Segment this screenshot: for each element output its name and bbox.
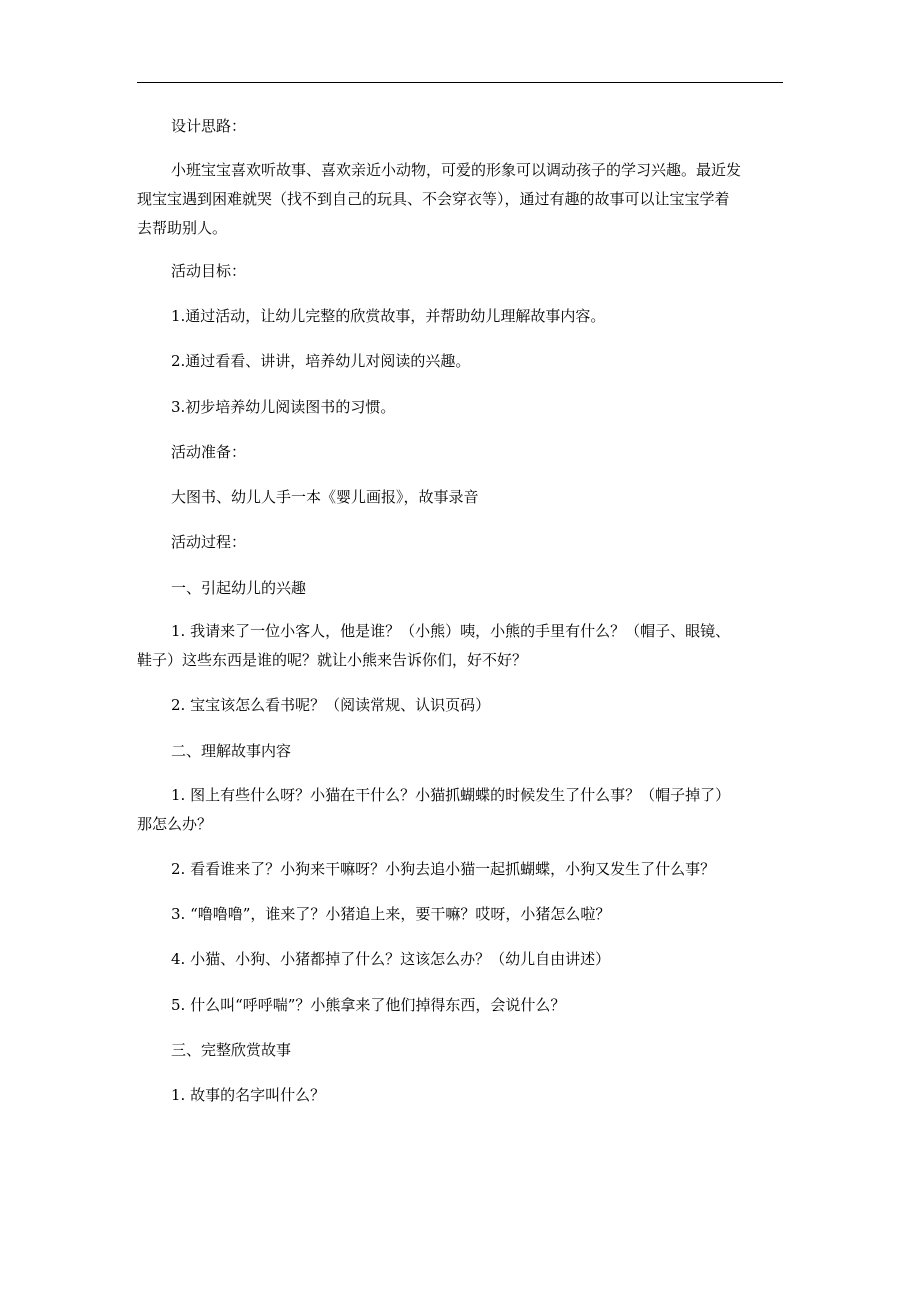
paragraph-line: 大图书、幼儿人手一本《婴儿画报》，故事录音 [171,488,479,506]
header-rule [137,82,783,83]
section-heading-goals: 活动目标： [171,262,247,280]
list-item: 鞋子）这些东西是谁的呢？就让小熊来告诉你们，好不好？ [137,651,528,669]
list-item: 4. 小猫、小狗、小猪都掉了什么？这该怎么办？（幼儿自由讲述） [171,950,611,968]
list-item: 2. 宝宝该怎么看书呢？（阅读常规、认识页码） [171,696,491,714]
paragraph-line: 现宝宝遇到困难就哭（找不到自己的玩具、不会穿衣等），通过有趣的故事可以让宝宝学着 [137,190,730,208]
section-heading-preparation: 活动准备： [171,443,247,461]
list-item: 1. 图上有些什么呀？小猫在干什么？小猫抓蝴蝶的时候发生了什么事？（帽子掉了） [171,786,731,804]
list-item: 5. 什么叫“呼呼喘”？小熊拿来了他们掉得东西，会说什么？ [171,996,566,1014]
paragraph-line: 小班宝宝喜欢听故事、喜欢亲近小动物，可爱的形象可以调动孩子的学习兴趣。最近发 [171,161,742,179]
section-heading-process: 活动过程： [171,533,247,551]
list-item: 1. 故事的名字叫什么？ [171,1086,326,1104]
subsection-heading: 一、引起幼儿的兴趣 [171,579,307,597]
list-item: 3. “噜噜噜”，谁来了？小猪追上来，要干嘛？哎呀，小猪怎么啦？ [171,905,611,923]
list-item: 1. 我请来了一位小客人，他是谁？（小熊）咦，小熊的手里有什么？（帽子、眼镜、 [171,622,731,640]
list-item: 那怎么办？ [137,815,213,833]
subsection-heading: 二、理解故事内容 [171,742,292,760]
list-item: 2.通过看看、讲讲，培养幼儿对阅读的兴趣。 [171,352,471,370]
paragraph-line: 去帮助别人。 [137,219,228,237]
section-heading-design: 设计思路： [171,117,247,135]
list-item: 3.初步培养幼儿阅读图书的习惯。 [171,398,396,416]
subsection-heading: 三、完整欣赏故事 [171,1041,292,1059]
list-item: 2. 看看谁来了？小狗来干嘛呀？小狗去追小猫一起抓蝴蝶，小狗又发生了什么事？ [171,860,716,878]
list-item: 1.通过活动，让幼儿完整的欣赏故事，并帮助幼儿理解故事内容。 [171,307,606,325]
